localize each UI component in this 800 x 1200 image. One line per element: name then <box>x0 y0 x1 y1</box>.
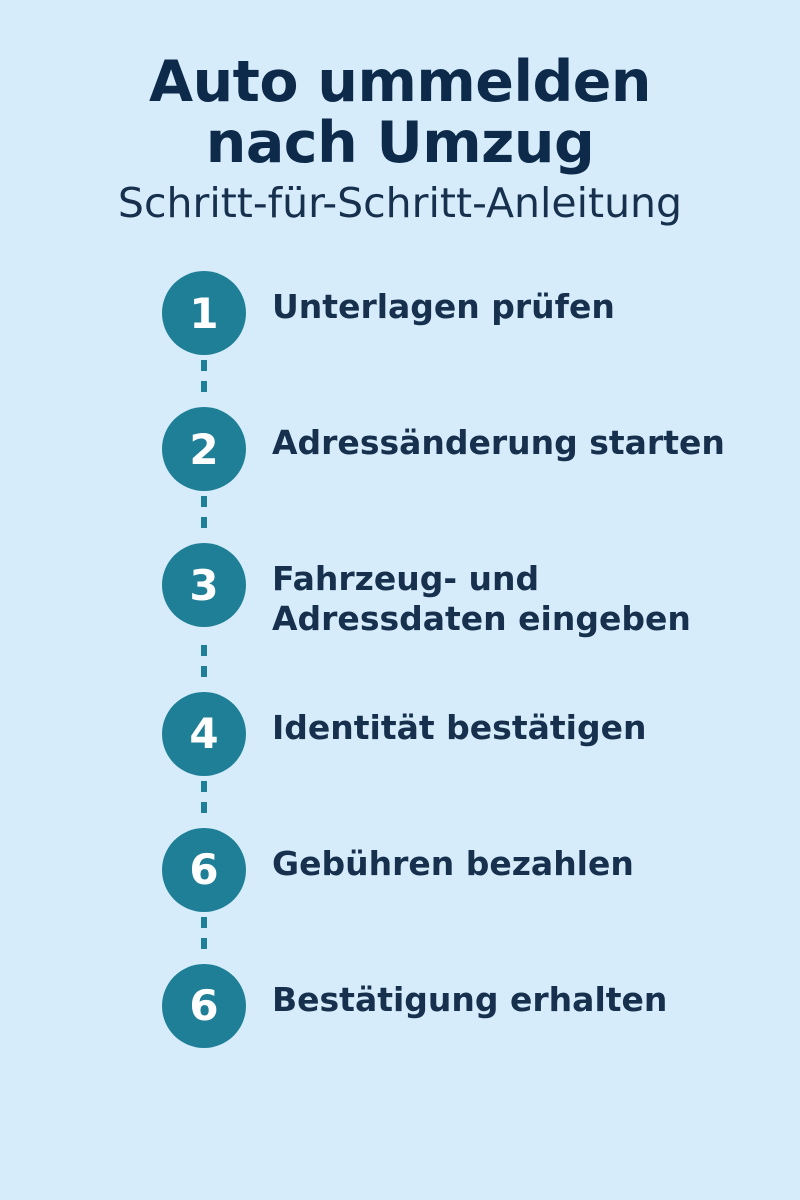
step-number-badge: 3 <box>162 543 246 627</box>
step-label: Bestätigung erhalten <box>272 979 668 1019</box>
dashed-line-icon <box>201 496 207 538</box>
list-item <box>162 407 760 491</box>
dashed-line-icon <box>201 360 207 402</box>
step-number-badge: 2 <box>162 407 246 491</box>
step-connector <box>162 776 246 828</box>
step-connector <box>162 912 246 964</box>
dashed-line-icon <box>201 781 207 823</box>
step-number-badge: 6 <box>162 964 246 1048</box>
header <box>40 49 760 227</box>
list-item <box>162 964 760 1048</box>
step-label: Adressänderung starten <box>272 423 725 463</box>
list-item <box>162 543 760 640</box>
step-label: Identität bestätigen <box>272 707 647 747</box>
list-item <box>162 828 760 912</box>
dashed-line-icon <box>201 917 207 959</box>
step-number-badge: 4 <box>162 692 246 776</box>
step-connector <box>162 640 246 692</box>
page-subtitle: Schritt-für-Schritt-Anleitung <box>117 178 683 227</box>
step-connector <box>162 355 246 407</box>
step-number-badge: 1 <box>162 271 246 355</box>
step-number-badge: 6 <box>162 828 246 912</box>
step-label: Gebühren bezahlen <box>272 843 634 883</box>
step-connector <box>162 491 246 543</box>
step-label: Fahrzeug- und Adressdaten eingeben <box>272 559 691 639</box>
dashed-line-icon <box>201 645 207 687</box>
page-title: Auto ummelden nach Umzug <box>148 49 652 176</box>
step-label: Unterlagen prüfen <box>272 287 615 327</box>
steps-list <box>40 271 760 1048</box>
list-item <box>162 271 760 355</box>
list-item <box>162 692 760 776</box>
